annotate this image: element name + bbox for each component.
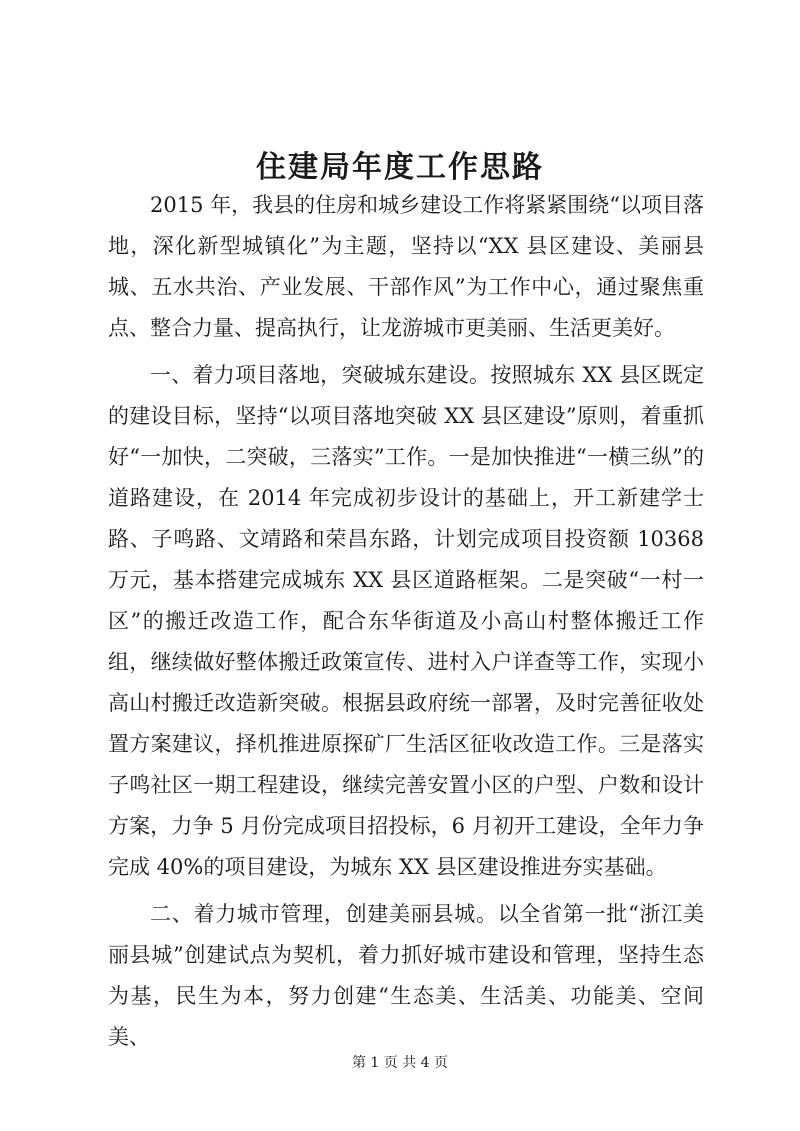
document-body <box>108 185 704 1064</box>
paragraph-intro: 2015 年，我县的住房和城乡建设工作将紧紧围绕“以项目落地，深化新型城镇化”为主题，坚持以“XX 县区建设、美丽县城、五水共治、产业发展、干部作风”为工作中心，通过聚焦重点、整合力量、提高执行，让龙游城市更美丽、生活更美好。 <box>108 193 704 340</box>
paragraph-section-1: 一、着力项目落地，突破城东建设。按照城东 XX 县区既定的建设目标，坚持“以项目落地突破 XX 县区建设”原则，着重抓好“一加快，二突破，三落实”工作。一是加快推进“一横三纵”的道路建设，在 2014 年完成初步设计的基础上，开工新建学士路、子鸣路、文靖路和荣昌东路，计划完成项目投资额 10368 万元，基本搭建完成城东 XX 县区道路框架。二是突破“一村一区”的搬迁改造工作，配合东华街道及小高山村整体搬迁工作组，继续做好整体搬迁政策宣传、进村入户详查等工作，实现小高山村搬迁改造新突破。根据县政府统一部署，及时完善征收处置方案建议，择机推进原探矿厂生活区征收改造工作。三是落实子鸣社区一期工程建设，继续完善安置小区的户型、户数和设计方案，力争 5 月份完成项目招投标，6 月初开工建设，全年力争完成 40%的项目建设，为城东 XX 县区建设推进夯实基础。 <box>108 363 704 879</box>
page-number-footer: 第 1 页 共 4 页 <box>351 1055 449 1071</box>
document-title: 住建局年度工作思路 <box>256 150 544 185</box>
paragraph-section-2: 二、着力城市管理，创建美丽县城。以全省第一批“浙江美丽县城”创建试点为契机，着力抓好城市建设和管理，坚持生态为基，民生为本，努力创建“生态美、生活美、功能美、空间美、 <box>108 902 704 1049</box>
